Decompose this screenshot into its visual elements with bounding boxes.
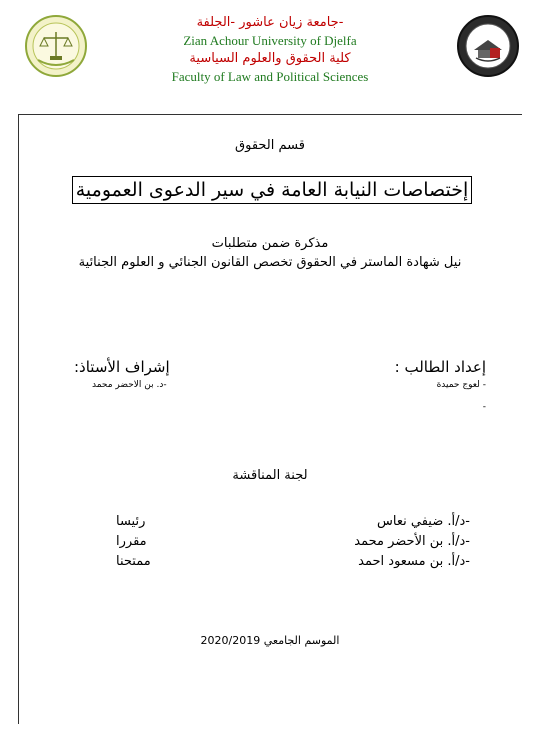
student-heading: إعداد الطالب : bbox=[394, 358, 486, 376]
university-name-english: Zian Achour University of Djelfa bbox=[183, 33, 357, 48]
jury-member-role: رئيسا bbox=[116, 514, 146, 529]
jury-row bbox=[0, 554, 540, 574]
faculty-name-english: Faculty of Law and Political Sciences bbox=[171, 69, 369, 84]
jury-heading: لجنة المناقشة bbox=[232, 468, 308, 483]
jury-member-name: -د/أ. بن مسعود احمد bbox=[358, 554, 470, 569]
jury-member-role: مقررا bbox=[116, 534, 147, 549]
jury-member-name: -د/أ. بن الأحضر محمد bbox=[354, 534, 470, 549]
student-name: - لعوج حميدة bbox=[436, 380, 486, 390]
subtitle-line-2: نيل شهادة الماستر في الحقوق تخصص القانون الجنائي و العلوم الجنائية bbox=[78, 255, 462, 270]
jury-row bbox=[0, 514, 540, 534]
jury-member-name: -د/أ. ضيفي نعاس bbox=[377, 514, 470, 529]
department-name: قسم الحقوق bbox=[235, 138, 305, 153]
supervisor-name: -د. بن الاحضر محمد bbox=[92, 380, 167, 390]
university-name-arabic: جامعة زيان عاشور -الجلفة- bbox=[196, 15, 344, 30]
jury-row bbox=[0, 534, 540, 554]
supervisor-heading: إشراف الأستاذ: bbox=[74, 358, 170, 376]
academic-season: الموسم الجامعي 2020/2019 bbox=[200, 634, 340, 647]
jury-member-role: ممتحنا bbox=[116, 554, 151, 569]
header-block bbox=[0, 14, 540, 86]
subtitle-line-1: مذكرة ضمن متطلبات bbox=[211, 236, 329, 251]
header-divider bbox=[18, 114, 522, 115]
student-empty-line: - bbox=[482, 402, 486, 412]
faculty-name-arabic: كلية الحقوق والعلوم السياسية bbox=[189, 51, 351, 66]
left-margin-line bbox=[18, 114, 19, 724]
thesis-title: إختصاصات النيابة العامة في سير الدعوى العمومية bbox=[72, 176, 472, 204]
